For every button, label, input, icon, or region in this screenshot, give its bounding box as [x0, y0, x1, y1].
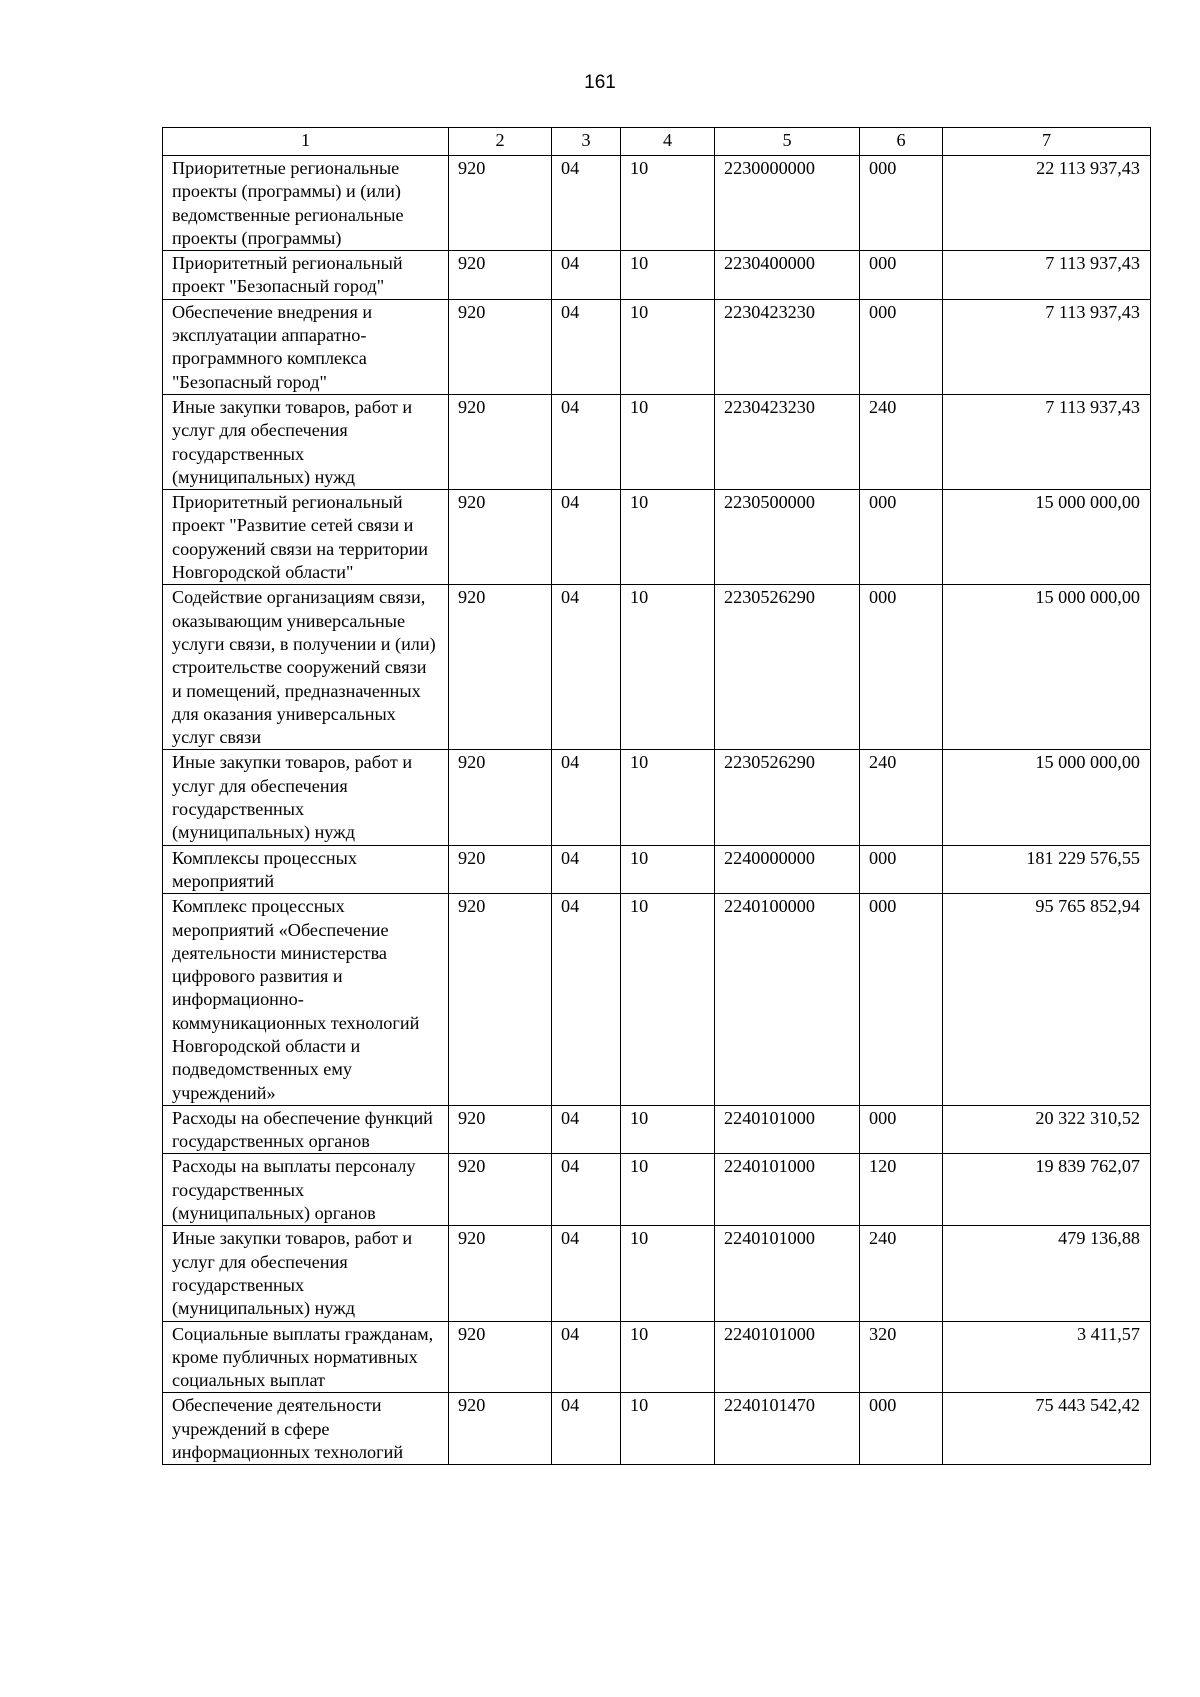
- row-name: Приоритетный региональный проект "Безопасный город": [163, 251, 449, 300]
- row-code-6: 240: [860, 750, 943, 845]
- row-code-3: 04: [552, 1393, 621, 1465]
- row-code-3: 04: [552, 1226, 621, 1321]
- row-code-5: 2230526290: [715, 585, 860, 750]
- row-code-3: 04: [552, 750, 621, 845]
- table-header: [163, 128, 1151, 156]
- row-name: Иные закупки товаров, работ и услуг для обеспечения государственных (муниципальных) нужд: [163, 1226, 449, 1321]
- row-code-3: 04: [552, 585, 621, 750]
- row-amount: 19 839 762,07: [943, 1154, 1151, 1226]
- row-code-5: 2240101000: [715, 1105, 860, 1154]
- row-code-4: 10: [621, 1154, 715, 1226]
- row-name: Приоритетные региональные проекты (программы) и (или) ведомственные региональные проекты (программы): [163, 156, 449, 251]
- row-code-2: 920: [449, 1393, 552, 1465]
- row-code-6: 000: [860, 845, 943, 894]
- table-row: [163, 845, 1151, 894]
- row-code-2: 920: [449, 894, 552, 1106]
- row-code-5: 2240101000: [715, 1321, 860, 1393]
- column-header: 5: [715, 128, 860, 156]
- row-code-4: 10: [621, 1226, 715, 1321]
- row-code-2: 920: [449, 251, 552, 300]
- table-row: [163, 156, 1151, 251]
- row-code-2: 920: [449, 585, 552, 750]
- row-code-4: 10: [621, 845, 715, 894]
- row-code-4: 10: [621, 251, 715, 300]
- column-header: 3: [552, 128, 621, 156]
- row-code-3: 04: [552, 394, 621, 489]
- row-code-5: 2240101470: [715, 1393, 860, 1465]
- row-code-3: 04: [552, 251, 621, 300]
- row-code-5: 2240100000: [715, 894, 860, 1106]
- row-name: Социальные выплаты гражданам, кроме публичных нормативных социальных выплат: [163, 1321, 449, 1393]
- row-amount: 15 000 000,00: [943, 585, 1151, 750]
- row-amount: 7 113 937,43: [943, 251, 1151, 300]
- row-amount: 75 443 542,42: [943, 1393, 1151, 1465]
- row-name: Расходы на выплаты персоналу государственных (муниципальных) органов: [163, 1154, 449, 1226]
- row-code-5: 2230423230: [715, 394, 860, 489]
- row-name: Приоритетный региональный проект "Развитие сетей связи и сооружений связи на территории Новгородской области": [163, 490, 449, 585]
- row-code-2: 920: [449, 299, 552, 394]
- budget-table: [162, 127, 1151, 1465]
- row-code-4: 10: [621, 894, 715, 1106]
- row-code-5: 2230526290: [715, 750, 860, 845]
- row-amount: 7 113 937,43: [943, 394, 1151, 489]
- row-code-2: 920: [449, 750, 552, 845]
- table-row: [163, 750, 1151, 845]
- row-code-5: 2240000000: [715, 845, 860, 894]
- row-code-6: 320: [860, 1321, 943, 1393]
- table-row: [163, 1105, 1151, 1154]
- row-code-5: 2230500000: [715, 490, 860, 585]
- row-code-3: 04: [552, 299, 621, 394]
- table-row: [163, 1226, 1151, 1321]
- table-row: [163, 1154, 1151, 1226]
- row-amount: 20 322 310,52: [943, 1105, 1151, 1154]
- row-code-4: 10: [621, 490, 715, 585]
- row-code-6: 120: [860, 1154, 943, 1226]
- table-row: [163, 894, 1151, 1106]
- row-code-4: 10: [621, 156, 715, 251]
- row-amount: 22 113 937,43: [943, 156, 1151, 251]
- row-name: Иные закупки товаров, работ и услуг для обеспечения государственных (муниципальных) нужд: [163, 394, 449, 489]
- row-code-3: 04: [552, 490, 621, 585]
- row-code-5: 2230400000: [715, 251, 860, 300]
- table-row: [163, 1393, 1151, 1465]
- row-code-6: 000: [860, 156, 943, 251]
- column-header: 1: [163, 128, 449, 156]
- row-code-6: 240: [860, 394, 943, 489]
- row-amount: 95 765 852,94: [943, 894, 1151, 1106]
- row-amount: 15 000 000,00: [943, 490, 1151, 585]
- row-code-6: 000: [860, 1105, 943, 1154]
- row-code-2: 920: [449, 490, 552, 585]
- row-code-6: 000: [860, 585, 943, 750]
- row-code-5: 2240101000: [715, 1226, 860, 1321]
- row-code-4: 10: [621, 750, 715, 845]
- column-header: 6: [860, 128, 943, 156]
- table-body: [163, 156, 1151, 1465]
- row-amount: 181 229 576,55: [943, 845, 1151, 894]
- row-code-6: 000: [860, 1393, 943, 1465]
- row-code-6: 000: [860, 299, 943, 394]
- row-code-4: 10: [621, 299, 715, 394]
- row-code-4: 10: [621, 585, 715, 750]
- row-amount: 7 113 937,43: [943, 299, 1151, 394]
- row-code-3: 04: [552, 156, 621, 251]
- row-code-2: 920: [449, 394, 552, 489]
- row-name: Комплекс процессных мероприятий «Обеспечение деятельности министерства цифрового развития и информационно-коммуникационных технологий Новгородской области и подведомственных ему учреждений»: [163, 894, 449, 1106]
- table-row: [163, 585, 1151, 750]
- row-name: Обеспечение внедрения и эксплуатации аппаратно-программного комплекса "Безопасный город": [163, 299, 449, 394]
- table-row: [163, 1321, 1151, 1393]
- header-row: [163, 128, 1151, 156]
- row-amount: 15 000 000,00: [943, 750, 1151, 845]
- column-header: 7: [943, 128, 1151, 156]
- row-code-6: 000: [860, 251, 943, 300]
- row-code-4: 10: [621, 1105, 715, 1154]
- row-code-4: 10: [621, 1393, 715, 1465]
- row-code-5: 2240101000: [715, 1154, 860, 1226]
- row-code-2: 920: [449, 1105, 552, 1154]
- row-code-2: 920: [449, 156, 552, 251]
- row-code-3: 04: [552, 894, 621, 1106]
- row-code-3: 04: [552, 1321, 621, 1393]
- page-number: 161: [584, 72, 616, 93]
- column-header: 2: [449, 128, 552, 156]
- row-name: Расходы на обеспечение функций государственных органов: [163, 1105, 449, 1154]
- row-code-2: 920: [449, 845, 552, 894]
- row-code-4: 10: [621, 1321, 715, 1393]
- table-row: [163, 394, 1151, 489]
- row-amount: 479 136,88: [943, 1226, 1151, 1321]
- row-name: Обеспечение деятельности учреждений в сфере информационных технологий: [163, 1393, 449, 1465]
- row-code-5: 2230423230: [715, 299, 860, 394]
- row-name: Содействие организациям связи, оказывающим универсальные услуги связи, в получении и (или) строительстве сооружений связи и помещений, предназначенных для оказания универсальных услуг связи: [163, 585, 449, 750]
- row-code-6: 000: [860, 894, 943, 1106]
- table-row: [163, 490, 1151, 585]
- row-code-3: 04: [552, 1154, 621, 1226]
- row-code-2: 920: [449, 1226, 552, 1321]
- row-code-3: 04: [552, 1105, 621, 1154]
- table-row: [163, 299, 1151, 394]
- row-name: Иные закупки товаров, работ и услуг для обеспечения государственных (муниципальных) нужд: [163, 750, 449, 845]
- row-code-3: 04: [552, 845, 621, 894]
- row-code-2: 920: [449, 1154, 552, 1226]
- row-code-4: 10: [621, 394, 715, 489]
- row-name: Комплексы процессных мероприятий: [163, 845, 449, 894]
- column-header: 4: [621, 128, 715, 156]
- table-row: [163, 251, 1151, 300]
- row-code-5: 2230000000: [715, 156, 860, 251]
- row-code-6: 240: [860, 1226, 943, 1321]
- row-code-2: 920: [449, 1321, 552, 1393]
- row-code-6: 000: [860, 490, 943, 585]
- row-amount: 3 411,57: [943, 1321, 1151, 1393]
